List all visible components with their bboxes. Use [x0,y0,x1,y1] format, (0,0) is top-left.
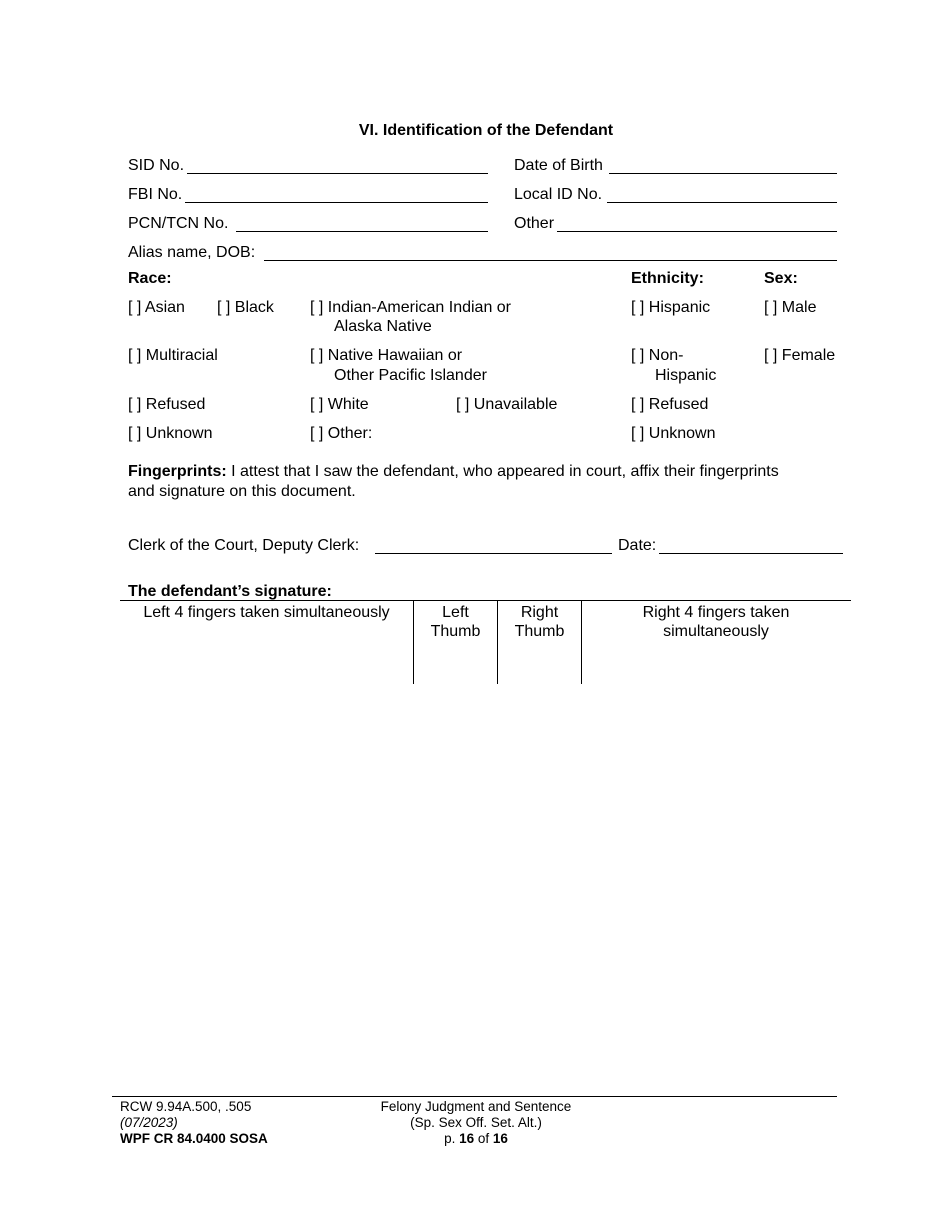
sid-label: SID No. [128,157,185,174]
race-unknown-option[interactable] [128,424,213,443]
footer-rcw: RCW 9.94A.500, .505 [120,1099,252,1114]
option-label: Multiracial [145,347,218,364]
option-label: Hispanic [648,299,711,316]
left-4-fingers-label: Left 4 fingers taken simultaneously [143,604,390,621]
checkbox[interactable]: [ ] [310,425,324,442]
fingerprints-label: Fingerprints: [128,463,227,480]
other-id-label: Other [514,215,555,232]
ethnicity-hispanic-option[interactable] [631,298,710,317]
checkbox[interactable]: [ ] [310,347,324,364]
checkbox[interactable]: [ ] [128,425,142,442]
right-thumb-label: Right [520,604,559,621]
left-thumb-label: Left [442,604,469,621]
ethnicity-non-hispanic-option[interactable] [631,346,683,365]
checkbox[interactable]: [ ] [310,396,324,413]
sex-heading: Sex: [764,270,798,287]
page-prefix: p. [444,1131,460,1146]
fbi-input-line[interactable] [185,202,488,203]
race-multiracial-option[interactable] [128,346,218,365]
sex-female-option[interactable] [764,346,835,365]
clerk-signature-line[interactable] [375,553,612,554]
ethnicity-heading: Ethnicity: [631,270,704,287]
option-label: Black [234,299,274,316]
race-indian-label-2: Alaska Native [334,318,432,335]
dob-input-line[interactable] [609,173,837,174]
option-label: Indian-American Indian or [327,299,512,316]
checkbox[interactable]: [ ] [631,425,645,442]
clerk-date-label: Date: [618,537,657,554]
signature-table-top-border [120,600,851,601]
local-id-label: Local ID No. [514,186,603,203]
race-hawaiian-option[interactable] [310,346,462,365]
left-thumb-box[interactable] [414,603,497,684]
alias-input-line[interactable] [264,260,837,261]
ethnicity-unknown-option[interactable] [631,424,716,443]
right-4-fingers-box[interactable] [582,603,850,684]
checkbox[interactable]: [ ] [128,347,142,364]
option-label: Male [781,299,817,316]
option-label: Unknown [145,425,213,442]
footer-page-number [336,1131,616,1147]
fingerprints-text-1: I attest that I saw the defendant, who appeared in court, affix their fingerprints [226,463,779,480]
option-label: Unknown [648,425,716,442]
checkbox[interactable]: [ ] [631,299,645,316]
ethnicity-refused-option[interactable] [631,395,708,414]
race-indian-option[interactable] [310,298,511,317]
alias-label: Alias name, DOB: [128,244,256,261]
footer-title-1: Felony Judgment and Sentence [380,1099,572,1114]
right-4-fingers-label: Right 4 fingers taken [642,604,790,621]
race-hawaiian-label-2: Other Pacific Islander [334,367,487,384]
option-label: Other: [327,425,373,442]
fbi-label: FBI No. [128,186,183,203]
pcn-label: PCN/TCN No. [128,215,229,232]
checkbox[interactable]: [ ] [764,347,778,364]
race-unavailable-option[interactable] [456,395,557,414]
footer-date: (07/2023) [120,1115,178,1130]
option-label: Asian [144,299,185,316]
race-white-option[interactable] [310,395,369,414]
section-title: VI. Identification of the Defendant [358,122,614,139]
dob-label: Date of Birth [514,157,603,174]
option-label: White [327,396,369,413]
pcn-input-line[interactable] [236,231,488,232]
footer-divider [112,1096,837,1097]
footer-form-number: WPF CR 84.0400 SOSA [120,1131,268,1146]
page-current: 16 [459,1131,475,1146]
sex-male-option[interactable] [764,298,816,317]
checkbox[interactable]: [ ] [128,396,142,413]
option-label: Female [781,347,836,364]
right-4-fingers-label-2: simultaneously [663,623,769,640]
other-id-input-line[interactable] [557,231,837,232]
ethnicity-non-hispanic-label-2: Hispanic [655,367,717,384]
race-refused-option[interactable] [128,395,205,414]
checkbox[interactable]: [ ] [217,299,231,316]
checkbox[interactable]: [ ] [456,396,470,413]
option-label: Non- [648,347,684,364]
right-thumb-box[interactable] [498,603,581,684]
checkbox[interactable]: [ ] [631,396,645,413]
page-of: of [474,1131,493,1146]
clerk-label: Clerk of the Court, Deputy Clerk: [128,537,360,554]
option-label: Refused [145,396,206,413]
option-label: Native Hawaiian or [327,347,463,364]
fingerprints-text-2: and signature on this document. [128,483,356,500]
option-label: Refused [648,396,709,413]
right-thumb-label-2: Thumb [514,623,565,640]
clerk-date-line[interactable] [659,553,843,554]
sid-input-line[interactable] [187,173,488,174]
checkbox[interactable]: [ ] [764,299,778,316]
local-id-input-line[interactable] [607,202,837,203]
race-other-option[interactable] [310,424,372,443]
race-black-option[interactable] [217,298,274,317]
page-total: 16 [492,1131,508,1146]
left-4-fingers-box[interactable] [120,603,413,684]
fingerprints-attestation [128,462,779,481]
defendant-signature-label: The defendant’s signature: [128,583,332,600]
footer-title-2: (Sp. Sex Off. Set. Alt.) [410,1115,542,1130]
option-label: Unavailable [473,396,558,413]
checkbox[interactable]: [ ] [128,299,142,316]
left-thumb-label-2: Thumb [430,623,481,640]
race-heading: Race: [128,270,172,287]
checkbox[interactable]: [ ] [310,299,324,316]
checkbox[interactable]: [ ] [631,347,645,364]
race-asian-option[interactable] [128,298,185,317]
